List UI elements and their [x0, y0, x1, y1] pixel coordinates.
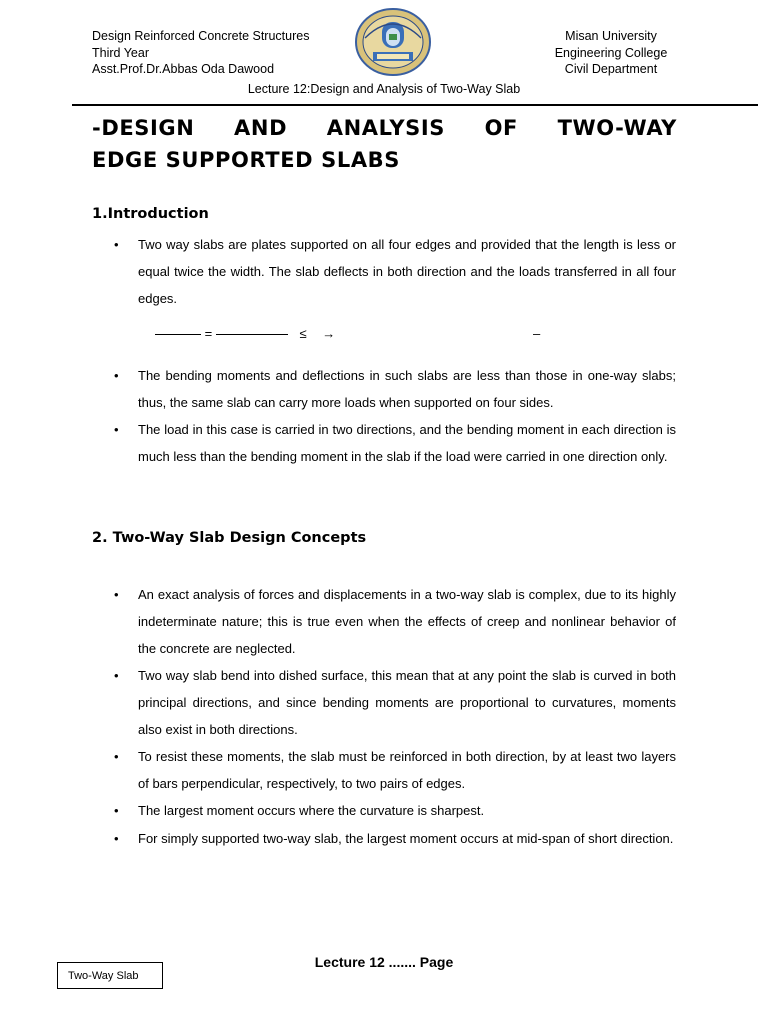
fraction-bar [155, 334, 201, 335]
title-line-1: -DESIGN AND ANALYSIS OF TWO-WAY [92, 116, 677, 140]
year-label: Third Year [92, 45, 149, 60]
equals-sign: = [204, 326, 213, 341]
bullet-icon: • [114, 587, 119, 602]
list-item: Two way slab bend into dished surface, this mean that at any point the slab is curved in both principal directions, and since bending moments are proportional to curvatures, moments also exist in both directions. [138, 668, 676, 737]
header-divider [72, 104, 758, 106]
university-name: Misan University [565, 29, 657, 43]
list-item: The load in this case is carried in two directions, and the bending moment in each direction is much less than the bending moment in the slab if the load were carried in one direction only. [138, 422, 676, 464]
college-name: Engineering College [554, 45, 668, 60]
bullet-icon: • [114, 749, 119, 764]
page-footer-label: Lecture 12 ....... Page [314, 954, 454, 970]
bullet-icon: • [114, 831, 119, 846]
formula-line [155, 326, 335, 341]
formula-dash: – [533, 326, 541, 341]
department-name: Civil Department [564, 62, 658, 76]
list-item: An exact analysis of forces and displacements in a two-way slab is complex, due to its highly indeterminate nature; this is true even when the effects of creep and nonlinear behavior of the concrete are neglected. [138, 587, 676, 656]
page-title [92, 112, 677, 176]
bullet-icon: • [114, 422, 119, 437]
fraction-bar [216, 334, 288, 335]
course-name: Design Reinforced Concrete Structures [92, 29, 310, 43]
lecture-title: Lecture 12:Design and Analysis of Two-Way Slab [247, 82, 521, 96]
bullet-icon: • [114, 237, 119, 252]
leq-sign: ≤ [299, 326, 307, 341]
list-item: To resist these moments, the slab must be reinforced in both direction, by at least two layers of bars perpendicular, respectively, to two pairs of edges. [138, 749, 676, 791]
section-heading-design-concepts: 2. Two-Way Slab Design Concepts [92, 530, 367, 546]
bullet-icon: • [114, 803, 119, 818]
instructor-name: Asst.Prof.Dr.Abbas Oda Dawood [92, 62, 275, 76]
list-item: The bending moments and deflections in such slabs are less than those in one-way slabs; thus, the same slab can carry more loads when supported on four sides. [138, 368, 676, 410]
header-right-block [540, 28, 682, 78]
university-seal-logo [355, 8, 431, 76]
bullet-icon: • [114, 368, 119, 383]
footer-topic-box: Two-Way Slab [57, 962, 163, 989]
arrow-icon: → [322, 326, 336, 341]
section-heading-introduction: 1.Introduction [92, 206, 209, 222]
list-item: Two way slabs are plates supported on all four edges and provided that the length is less or equal twice the width. The slab deflects in both direction and the loads transferred in all four edges. [138, 237, 676, 306]
title-line-2: EDGE SUPPORTED SLABS [92, 148, 401, 172]
list-item: For simply supported two-way slab, the largest moment occurs at mid-span of short direction. [138, 831, 674, 846]
header-left-block [92, 28, 309, 78]
list-item: The largest moment occurs where the curvature is sharpest. [138, 803, 485, 818]
bullet-icon: • [114, 668, 119, 683]
